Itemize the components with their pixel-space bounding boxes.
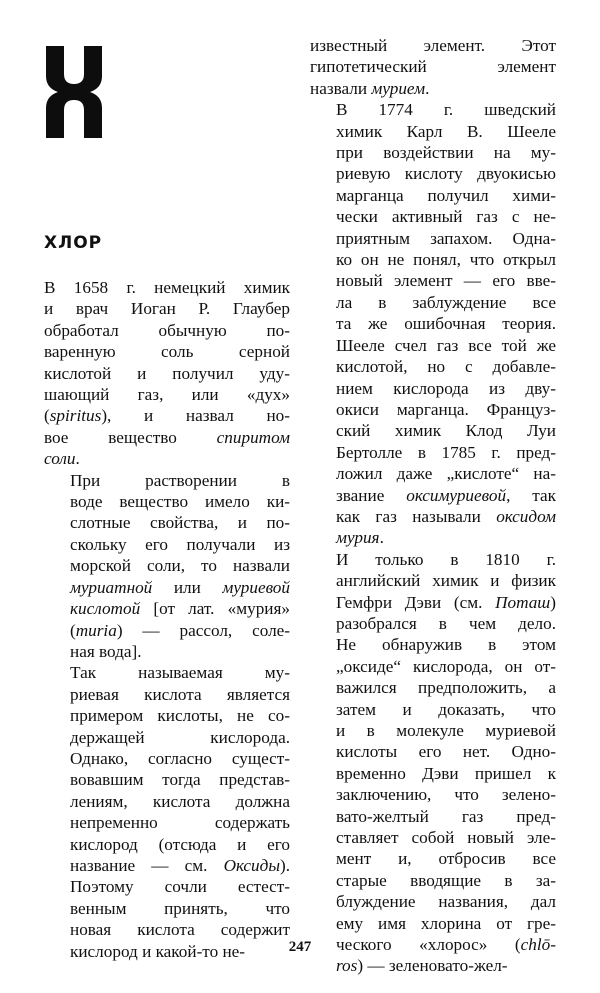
text-line: кислотой [от лат. «мурия» <box>70 599 290 619</box>
text-line: название — см. Оксиды). <box>70 855 290 875</box>
text-line: важился предположить, а <box>336 678 556 698</box>
text-line: примером кислоты, не со- <box>70 706 290 726</box>
italic-term: Оксиды <box>223 855 280 875</box>
text-line: заключению, что зелено- <box>336 785 556 805</box>
italic-term: муриатной <box>70 577 153 597</box>
text-line: Шееле счел газ все той же <box>336 335 556 355</box>
italic-term: chlō- <box>520 935 556 955</box>
text-line: и врач Иоган Р. Глаубер <box>44 299 290 319</box>
text-line: окиси марганца. Француз- <box>336 399 556 419</box>
text-line: назвали мурием. <box>310 78 430 98</box>
text-line: химик Карл В. Шееле <box>336 121 556 141</box>
text-line: приятным запахом. Одна- <box>336 228 556 248</box>
text-line: Не обнаружив в этом <box>336 635 556 655</box>
text-line: звание оксимуриевой, так <box>336 485 556 505</box>
text-line: чески активный газ с не- <box>336 207 556 227</box>
italic-term: мурия <box>336 528 380 548</box>
italic-term: Поташ <box>495 592 551 612</box>
text-line: блуждение названия, дал <box>336 892 556 912</box>
text-line: кислотой и получил уду- <box>44 363 290 383</box>
text-line: В 1774 г. шведский <box>336 100 556 120</box>
italic-term: мурием <box>371 78 426 98</box>
text-line: кислород (отсюда и его <box>70 834 290 854</box>
text-line: вое вещество спиритом <box>44 427 290 447</box>
paragraph <box>44 277 290 470</box>
text-line: временно Дэви пришел к <box>336 763 556 783</box>
text-line: риевую кислоту двуокисью <box>336 164 556 184</box>
text-line: разобрался в чем дело. <box>336 613 556 633</box>
text-line: (spiritus), и назвал но- <box>44 406 290 426</box>
italic-term: muria <box>75 620 117 640</box>
text-line: марганца получил хими- <box>336 185 556 205</box>
text-line: скольку его получали из <box>70 534 290 554</box>
text-line: варенную соль серной <box>44 342 290 362</box>
text-line: ческого «хлорос» (chlō- <box>336 935 556 955</box>
paragraph <box>310 549 556 977</box>
letter-kha-icon <box>44 46 104 138</box>
italic-term: spiritus <box>49 406 102 426</box>
text-line: обработал обычную по- <box>44 320 290 340</box>
text-line: Бертолле в 1785 г. пред- <box>336 442 556 462</box>
text-line: ский химик Клод Луи <box>336 421 556 441</box>
text-line: кислоты его нет. Одно- <box>336 742 556 762</box>
right-column <box>310 35 556 977</box>
text-line: Однако, согласно сущест- <box>70 748 290 768</box>
italic-term: ros <box>336 956 358 976</box>
text-line: нием кислорода из дву- <box>336 378 556 398</box>
text-line: как газ называли оксидом <box>336 506 556 526</box>
paragraph <box>310 99 556 549</box>
paragraph <box>310 35 556 99</box>
text-line: непременно содержать <box>70 813 290 833</box>
text-line: та же ошибочная теория. <box>336 314 556 334</box>
italic-term: кислотой <box>70 599 141 619</box>
text-line: ros) — зеленовато-жел- <box>336 956 508 976</box>
text-line: риевая кислота является <box>70 684 290 704</box>
text-line: старые вводящие в за- <box>336 870 556 890</box>
text-line: морской соли, то назвали <box>70 556 290 576</box>
text-line: при воздействии на му- <box>336 143 556 163</box>
text-line: ставляет собой новый эле- <box>336 828 556 848</box>
italic-term: оксимуриевой <box>406 485 507 505</box>
text-line: слотные свойства, и по- <box>70 513 290 533</box>
text-line: кислород и какой-то не- <box>70 941 246 961</box>
left-column <box>44 277 290 962</box>
italic-term: оксидом <box>496 506 556 526</box>
text-line: воде вещество имело ки- <box>70 492 290 512</box>
italic-term: муриевой <box>222 577 290 597</box>
italic-term: соли <box>44 449 76 469</box>
text-line: новый элемент — его вве- <box>336 271 556 291</box>
text-line: ла в заблуждение все <box>336 292 556 312</box>
text-line: „оксиде“ кислорода, он от- <box>336 656 556 676</box>
text-line: лениям, кислота должна <box>70 791 290 811</box>
text-line: и в молекуле муриевой <box>336 721 556 740</box>
text-line: ко он не понял, что открыл <box>336 250 556 270</box>
text-line: гипотетический элемент <box>310 57 556 77</box>
text-line: Поэтому сочли естест- <box>70 877 290 897</box>
text-line: мурия. <box>336 528 384 548</box>
text-line: венным принять, что <box>70 898 290 918</box>
text-line: Гемфри Дэви (см. Поташ) <box>336 592 556 612</box>
text-line: держащей кислорода. <box>70 727 290 747</box>
text-line: затем и доказать, что <box>336 699 556 719</box>
text-line: При растворении в <box>70 470 290 490</box>
text-line: (muria) — рассол, соле- <box>70 620 290 640</box>
text-line: новая кислота содержит <box>70 920 290 940</box>
paragraph <box>44 662 290 962</box>
entry-title: ХЛОР <box>44 233 103 253</box>
text-line: муриатной или муриевой <box>70 577 290 597</box>
text-line: ложил даже „кислоте“ на- <box>336 464 556 484</box>
text-line: кислотой, но с добавле- <box>336 357 556 377</box>
text-line: известный элемент. Этот <box>310 36 556 55</box>
text-line: мент и, отбросив все <box>336 849 556 869</box>
text-line: английский химик и физик <box>336 571 556 591</box>
text-line: вовавшим тогда представ- <box>70 770 290 790</box>
text-line: В 1658 г. немецкий химик <box>44 278 290 297</box>
text-line: соли. <box>44 449 80 469</box>
text-line: вато-желтый газ пред- <box>336 806 556 826</box>
text-line: И только в 1810 г. <box>336 549 556 569</box>
text-line: шающий газ, или «дух» <box>44 385 290 405</box>
page-number: 247 <box>288 939 312 955</box>
initial-letter-glyph <box>44 46 104 138</box>
text-line: ему имя хлорина от гре- <box>336 913 556 933</box>
text-line: ная вода]. <box>70 641 142 661</box>
italic-term: спиритом <box>216 427 290 447</box>
text-line: Так называемая му- <box>70 663 290 683</box>
paragraph <box>44 470 290 663</box>
